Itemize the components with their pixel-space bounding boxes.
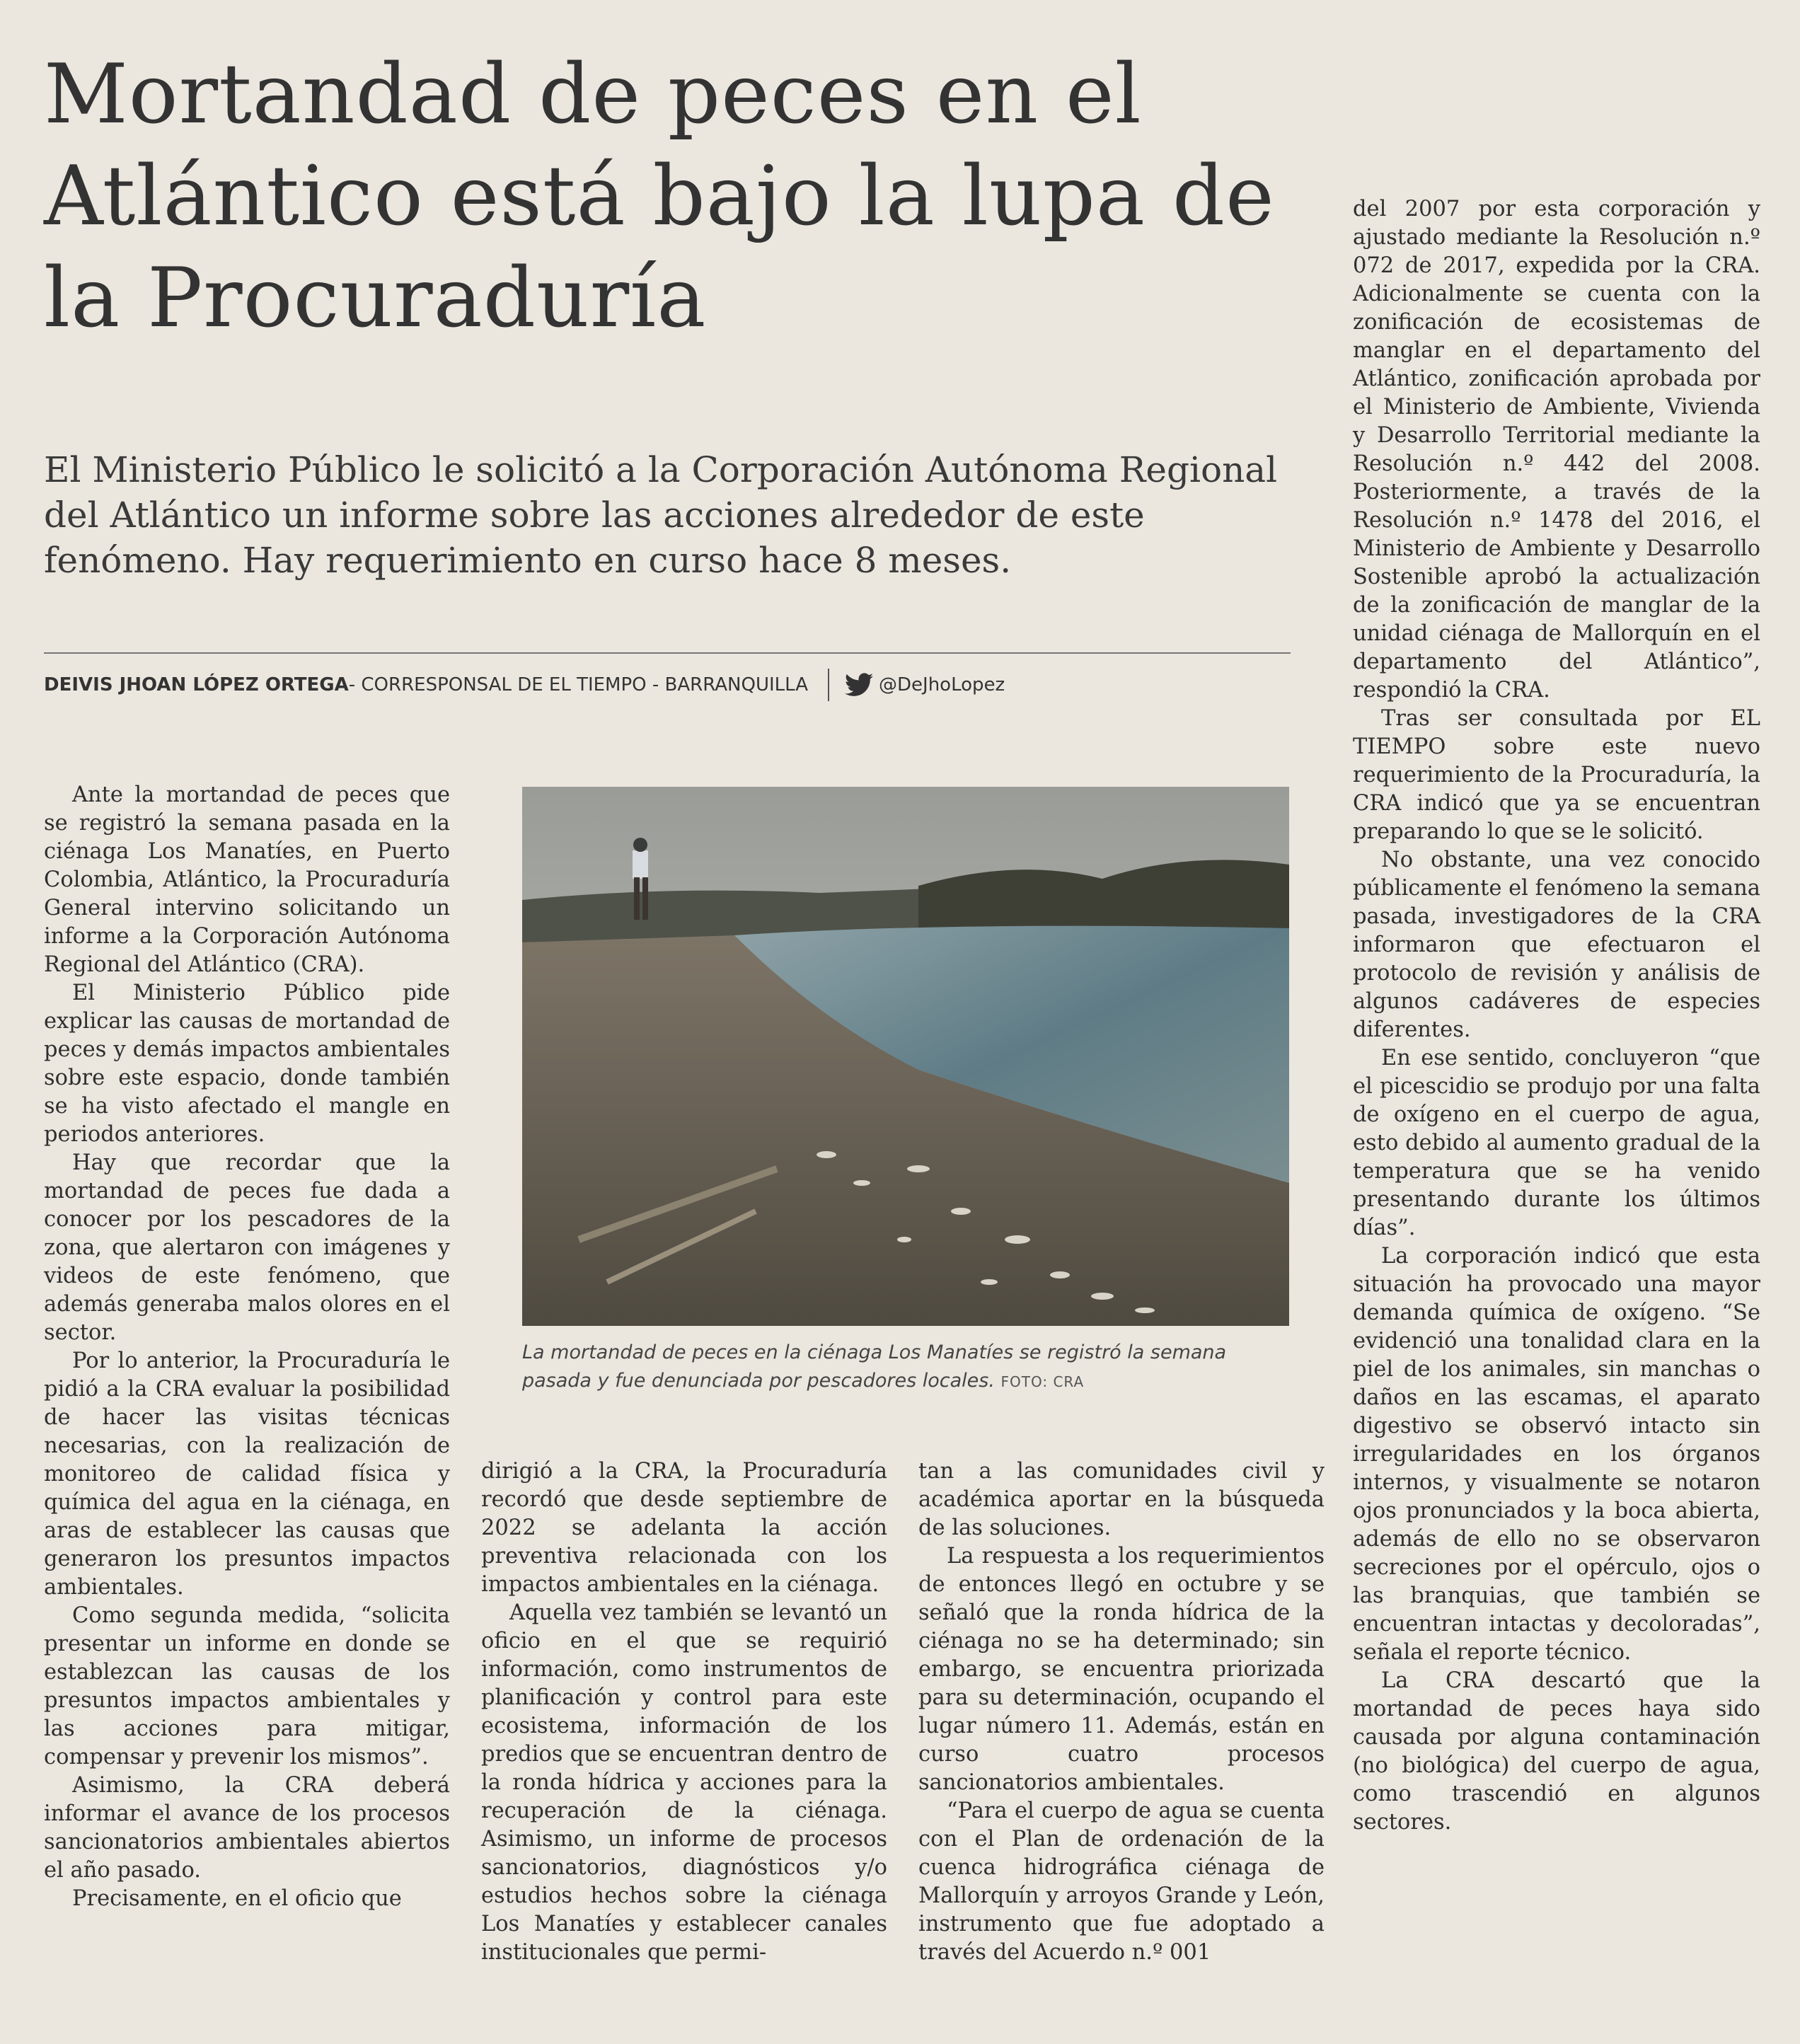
paragraph: La respuesta a los requerimientos de entonces llegó en octubre y se señaló que la ronda hídrica de la ciénaga no se ha determinado; sin embargo, se encuentra priorizada para su determinación, ocupando el lugar número 11. Además, están en curso cuatro procesos sancionatorios ambientales. <box>918 1544 1325 1795</box>
byline-divider <box>828 669 829 701</box>
paragraph: El Ministerio Público pide explicar las causas de mortandad de peces y demás impactos ambientales sobre este espacio, donde también se ha visto afectado el mangle en periodos anteriores. <box>44 981 450 1147</box>
caption-text: La mortandad de peces en la ciénaga Los Manatíes se registró la semana pasada y fue denunciada por pescadores locales. <box>522 1341 1227 1392</box>
paragraph: del 2007 por esta corporación y ajustado mediante la Resolución n.º 072 de 2017, expedida por la CRA. Adicionalmente se cuenta con la zonificación de ecosistemas de manglar en el departamento del Atlántico, zonificación aprobada por el Ministerio de Ambiente, Vivienda y Desarrollo Territorial mediante la Resolución n.º 442 del 2008. Posteriormente, a través de la Resolución n.º 1478 del 2016, el Ministerio de Ambiente y Desarrollo Sostenible aprobó la actualización de la zonificación de manglar de la unidad ciénaga de Mallorquín en el departamento del Atlántico”, respondió la CRA. <box>1353 197 1760 703</box>
byline-role: - CORRESPONSAL DE EL TIEMPO - BARRANQUILLA <box>348 674 809 695</box>
paragraph: Precisamente, en el oficio que <box>72 1886 402 1911</box>
headline: Mortandad de peces en el Atlántico está bajo la lupa de la Procuraduría <box>44 47 1275 346</box>
paragraph: Tras ser consultada por EL TIEMPO sobre este nuevo requerimiento de la Procuraduría, la CRA indicó que ya se encuentran preparando lo que se le solicitó. <box>1353 706 1760 844</box>
article-column-3 <box>918 1457 1325 1967</box>
paragraph: En ese sentido, concluyeron “que el picescidio se produjo por una falta de oxígeno en el cuerpo de agua, esto debido al aumento gradual de la temperatura que se ha venido presentando durante los últimos días”. <box>1353 1046 1760 1240</box>
photo-caption <box>522 1339 1293 1396</box>
paragraph: tan a las comunidades civil y académica aportar en la búsqueda de las soluciones. <box>918 1459 1325 1540</box>
paragraph: Aquella vez también se levantó un oficio en el que se requirió información, como instrumentos de planificación y control para este ecosistema, información de los predios que se encuentran dentro de la ronda hídrica y acciones para la recuperación de la ciénaga. Asimismo, un informe de procesos sancionatorios, diagnósticos y/o estudios hechos sobre la ciénaga Los Manatíes y establecer canales institucionales que permi- <box>481 1600 887 1965</box>
subhead: El Ministerio Público le solicitó a la Corporación Autónoma Regional del Atlántico un informe sobre las acciones alrededor de este fenómeno. Hay requerimiento en curso hace 8 meses. <box>44 449 1278 581</box>
paragraph: dirigió a la CRA, la Procuraduría recordó que desde septiembre de 2022 se adelanta la acción preventiva relacionada con los impactos ambientales en la ciénaga. <box>481 1459 887 1597</box>
lagoon-photo-illustration <box>522 787 1289 1326</box>
article-column-2 <box>481 1457 887 1967</box>
news-photo <box>522 787 1289 1326</box>
paragraph: Como segunda medida, “solicita presentar un informe en donde se establezcan las causas de los presuntos impactos ambientales y las acciones para mitigar, compensar y prevenir los mismos”. <box>44 1603 450 1769</box>
byline <box>44 665 1303 705</box>
article-column-1 <box>44 781 450 1913</box>
paragraph: La corporación indicó que esta situación ha provocado una mayor demanda química de oxígeno. “Se evidenció una tonalidad clara en la piel de los animales, sin manchas o daños en las escamas, el aparato digestivo se observó intacto sin irregularidades en los órganos internos, y visualmente se notaron ojos pronunciados y la boca abierta, además de ello no se observaron secreciones por el opérculo, ojos o las branquias, que también se encuentran intactas y decoloradas”, señala el reporte técnico. <box>1353 1244 1760 1665</box>
paragraph: Hay que recordar que la mortandad de peces fue dada a conocer por los pescadores de la zona, que alertaron con imágenes y videos de este fenómeno, que además generaba malos olores en el sector. <box>44 1150 450 1345</box>
paragraph: No obstante, una vez conocido públicamente el fenómeno la semana pasada, investigadores de la CRA informaron que efectuaron el protocolo de revisión y análisis de algunos cadáveres de especies diferentes. <box>1353 848 1760 1042</box>
paragraph: Por lo anterior, la Procuraduría le pidió a la CRA evaluar la posibilidad de hacer las visitas técnicas necesarias, con la realización de monitoreo de calidad física y química del agua en la ciénaga, en aras de establecer las causas que generaron los presuntos impactos ambientales. <box>44 1349 450 1600</box>
twitter-bird-icon <box>845 673 873 697</box>
byline-author: DEIVIS JHOAN LÓPEZ ORTEGA <box>44 674 349 695</box>
byline-rule <box>44 652 1291 654</box>
paragraph: Asimismo, la CRA deberá informar el avance de los procesos sancionatorios ambientales abiertos el año pasado. <box>44 1773 450 1883</box>
byline-handle: @DeJhoLopez <box>879 674 1005 695</box>
paragraph: Ante la mortandad de peces que se registró la semana pasada en la ciénaga Los Manatíes, en Puerto Colombia, Atlántico, la Procuraduría General intervino solicitando un informe a la Corporación Autónoma Regional del Atlántico (CRA). <box>44 783 450 977</box>
article-column-4 <box>1353 195 1760 1837</box>
paragraph: La CRA descartó que la mortandad de peces haya sido causada por alguna contaminación (no biológica) del cuerpo de agua, como trascendió en algunos sectores. <box>1353 1668 1760 1835</box>
paragraph: “Para el cuerpo de agua se cuenta con el Plan de ordenación de la cuenca hidrográfica ciénaga de Mallorquín y arroyos Grande y León, instrumento que fue adoptado a través del Acuerdo n.º 001 <box>918 1798 1325 1965</box>
photo-credit: FOTO: CRA <box>1000 1373 1085 1390</box>
